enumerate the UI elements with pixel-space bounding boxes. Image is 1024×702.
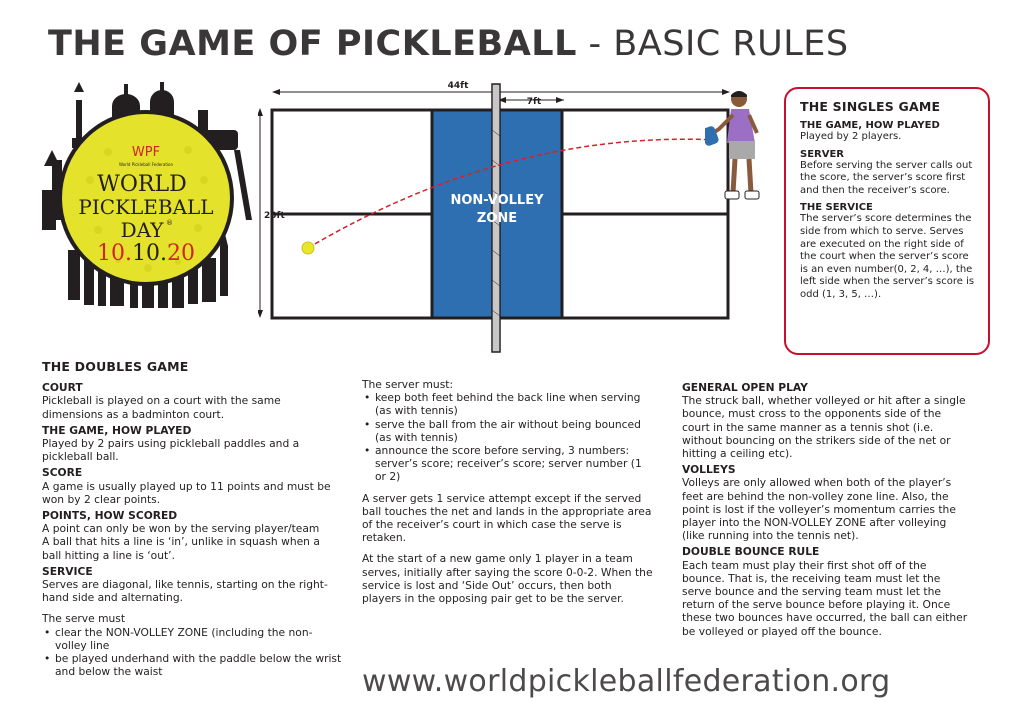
open-play-column <box>682 378 972 638</box>
service-text: Serves are diagonal, like tennis, starting on the right-hand side and alternating. <box>42 578 328 605</box>
score-text: A game is usually played up to 11 points and must be won by 2 clear points. <box>42 479 331 506</box>
list-item: • keep both feet behind the back line when serving (as with tennis) <box>362 391 654 417</box>
singles-section-title: SERVER <box>800 148 845 160</box>
volleys-title: VOLLEYS <box>682 463 736 477</box>
list-item: • announce the score before serving, 3 numbers: server’s score; receiver’s score; server number (1 or 2) <box>362 444 654 484</box>
list-item: • serve the ball from the air without being bounced (as with tennis) <box>362 418 654 444</box>
server-column <box>362 378 654 605</box>
points-text: A ball that hits a line is ‘in’, unlike in squash when a ball hitting a line is ‘out’. <box>42 535 320 562</box>
logo-trademark: ® <box>166 219 173 227</box>
length-label: 44ft <box>447 81 469 91</box>
logo-line2: PICKLEBALL <box>78 195 214 219</box>
service-title: SERVICE <box>42 564 93 578</box>
pickleball-ball <box>302 242 314 254</box>
doubles-heading: THE DOUBLES GAME <box>42 359 189 374</box>
title-light: - BASIC RULES <box>576 24 849 64</box>
how-played-text: Played by 2 pairs using pickleball paddles and a pickleball ball. <box>42 437 300 464</box>
general-play-text: The struck ball, whether volleyed or hit after a single bounce, must cross to the opponents side of the court in the same manner as a tennis shot (i.e. without bouncing on the strikers side of the net or hitting a ceiling etc). <box>682 394 966 461</box>
world-pickleball-day-logo <box>38 80 256 315</box>
logo-date: 10.10.20 <box>97 241 195 266</box>
length-dimension <box>272 89 730 95</box>
singles-section-title: THE GAME, HOW PLAYED <box>800 120 940 131</box>
width-dimension <box>258 108 263 318</box>
singles-section-text: Before serving the server calls out the score, the server’s score first and then the receiver’s score. <box>800 159 973 196</box>
general-play-title: GENERAL OPEN PLAY <box>682 381 808 394</box>
singles-section-text: The server’s score determines the side from which to serve. Serves are executed on the right side of the court when the server’s score is an even number(0, 2, 4, …), the left side when the server’s score is odd (1, 3, 5, …). <box>800 213 975 300</box>
singles-section-title: THE SERVICE <box>800 202 873 214</box>
points-text: A point can only be won by the serving player/team <box>42 522 320 536</box>
title-bold: THE GAME OF PICKLEBALL <box>48 24 577 64</box>
singles-game-box <box>784 87 990 355</box>
serve-must-list <box>42 626 342 679</box>
website-link[interactable]: www.worldpickleballfederation.org <box>362 664 891 699</box>
serve-must-text: The serve must <box>42 612 126 626</box>
singles-section-text: Played by 2 players. <box>800 131 902 142</box>
double-bounce-title: DOUBLE BOUNCE RULE <box>682 545 820 559</box>
how-played-title: THE GAME, HOW PLAYED <box>42 423 192 437</box>
page-title <box>48 24 849 64</box>
service-attempt-text: A server gets 1 service attempt except if the served ball touches the net and lands in the appropriate area of the receiver’s court in which case the serve is retaken. <box>362 491 652 545</box>
doubles-column <box>42 360 342 678</box>
list-item: • be played underhand with the paddle below the wrist and below the waist <box>42 652 342 678</box>
game-start-text: At the start of a new game only 1 player in a team serves, initially after saying the score 0-0-2. When the service is lost and ‘Side Out’ occurs, then both players in the opposing pair get to be the server. <box>362 552 653 606</box>
double-bounce-text: Each team must play their first shot off of the bounce. That is, the receiving team must let the serve bounce and the serving team must let the return of the serve bounce before playing it. Once these two bounces have occurred, the ball can either be volleyed or played off the bounce. <box>682 558 968 638</box>
court-text: Pickleball is played on a court with the same dimensions as a badminton court. <box>42 394 281 421</box>
logo-org-name: World Pickleball Federation <box>118 162 174 167</box>
player-figure <box>705 85 770 210</box>
list-item: • clear the NON-VOLLEY ZONE (including the non-volley line <box>42 626 342 652</box>
nvz-depth-label: 7ft <box>526 97 542 107</box>
logo-wpf: WPF <box>131 145 161 160</box>
score-title: SCORE <box>42 466 83 480</box>
court-title: COURT <box>42 381 83 395</box>
logo-line1: WORLD <box>97 172 187 197</box>
width-label: 20ft <box>264 211 285 221</box>
logo-line3: DAY <box>120 218 164 242</box>
server-intro: The server must: <box>362 378 454 391</box>
points-title: POINTS, HOW SCORED <box>42 509 178 523</box>
zone-label-line2: ZONE <box>476 211 518 226</box>
zone-label-line1: NON-VOLLEY <box>450 193 544 208</box>
singles-heading: THE SINGLES GAME <box>800 99 941 114</box>
server-rules-list <box>362 391 654 483</box>
volleys-text: Volleys are only allowed when both of the player’s feet are behind the non-volley zone line. Also, the point is lost if the volleyer’s momentum carries the player into the NON-VOLLEY ZONE after volleying (like running into the tennis net). <box>682 476 956 543</box>
